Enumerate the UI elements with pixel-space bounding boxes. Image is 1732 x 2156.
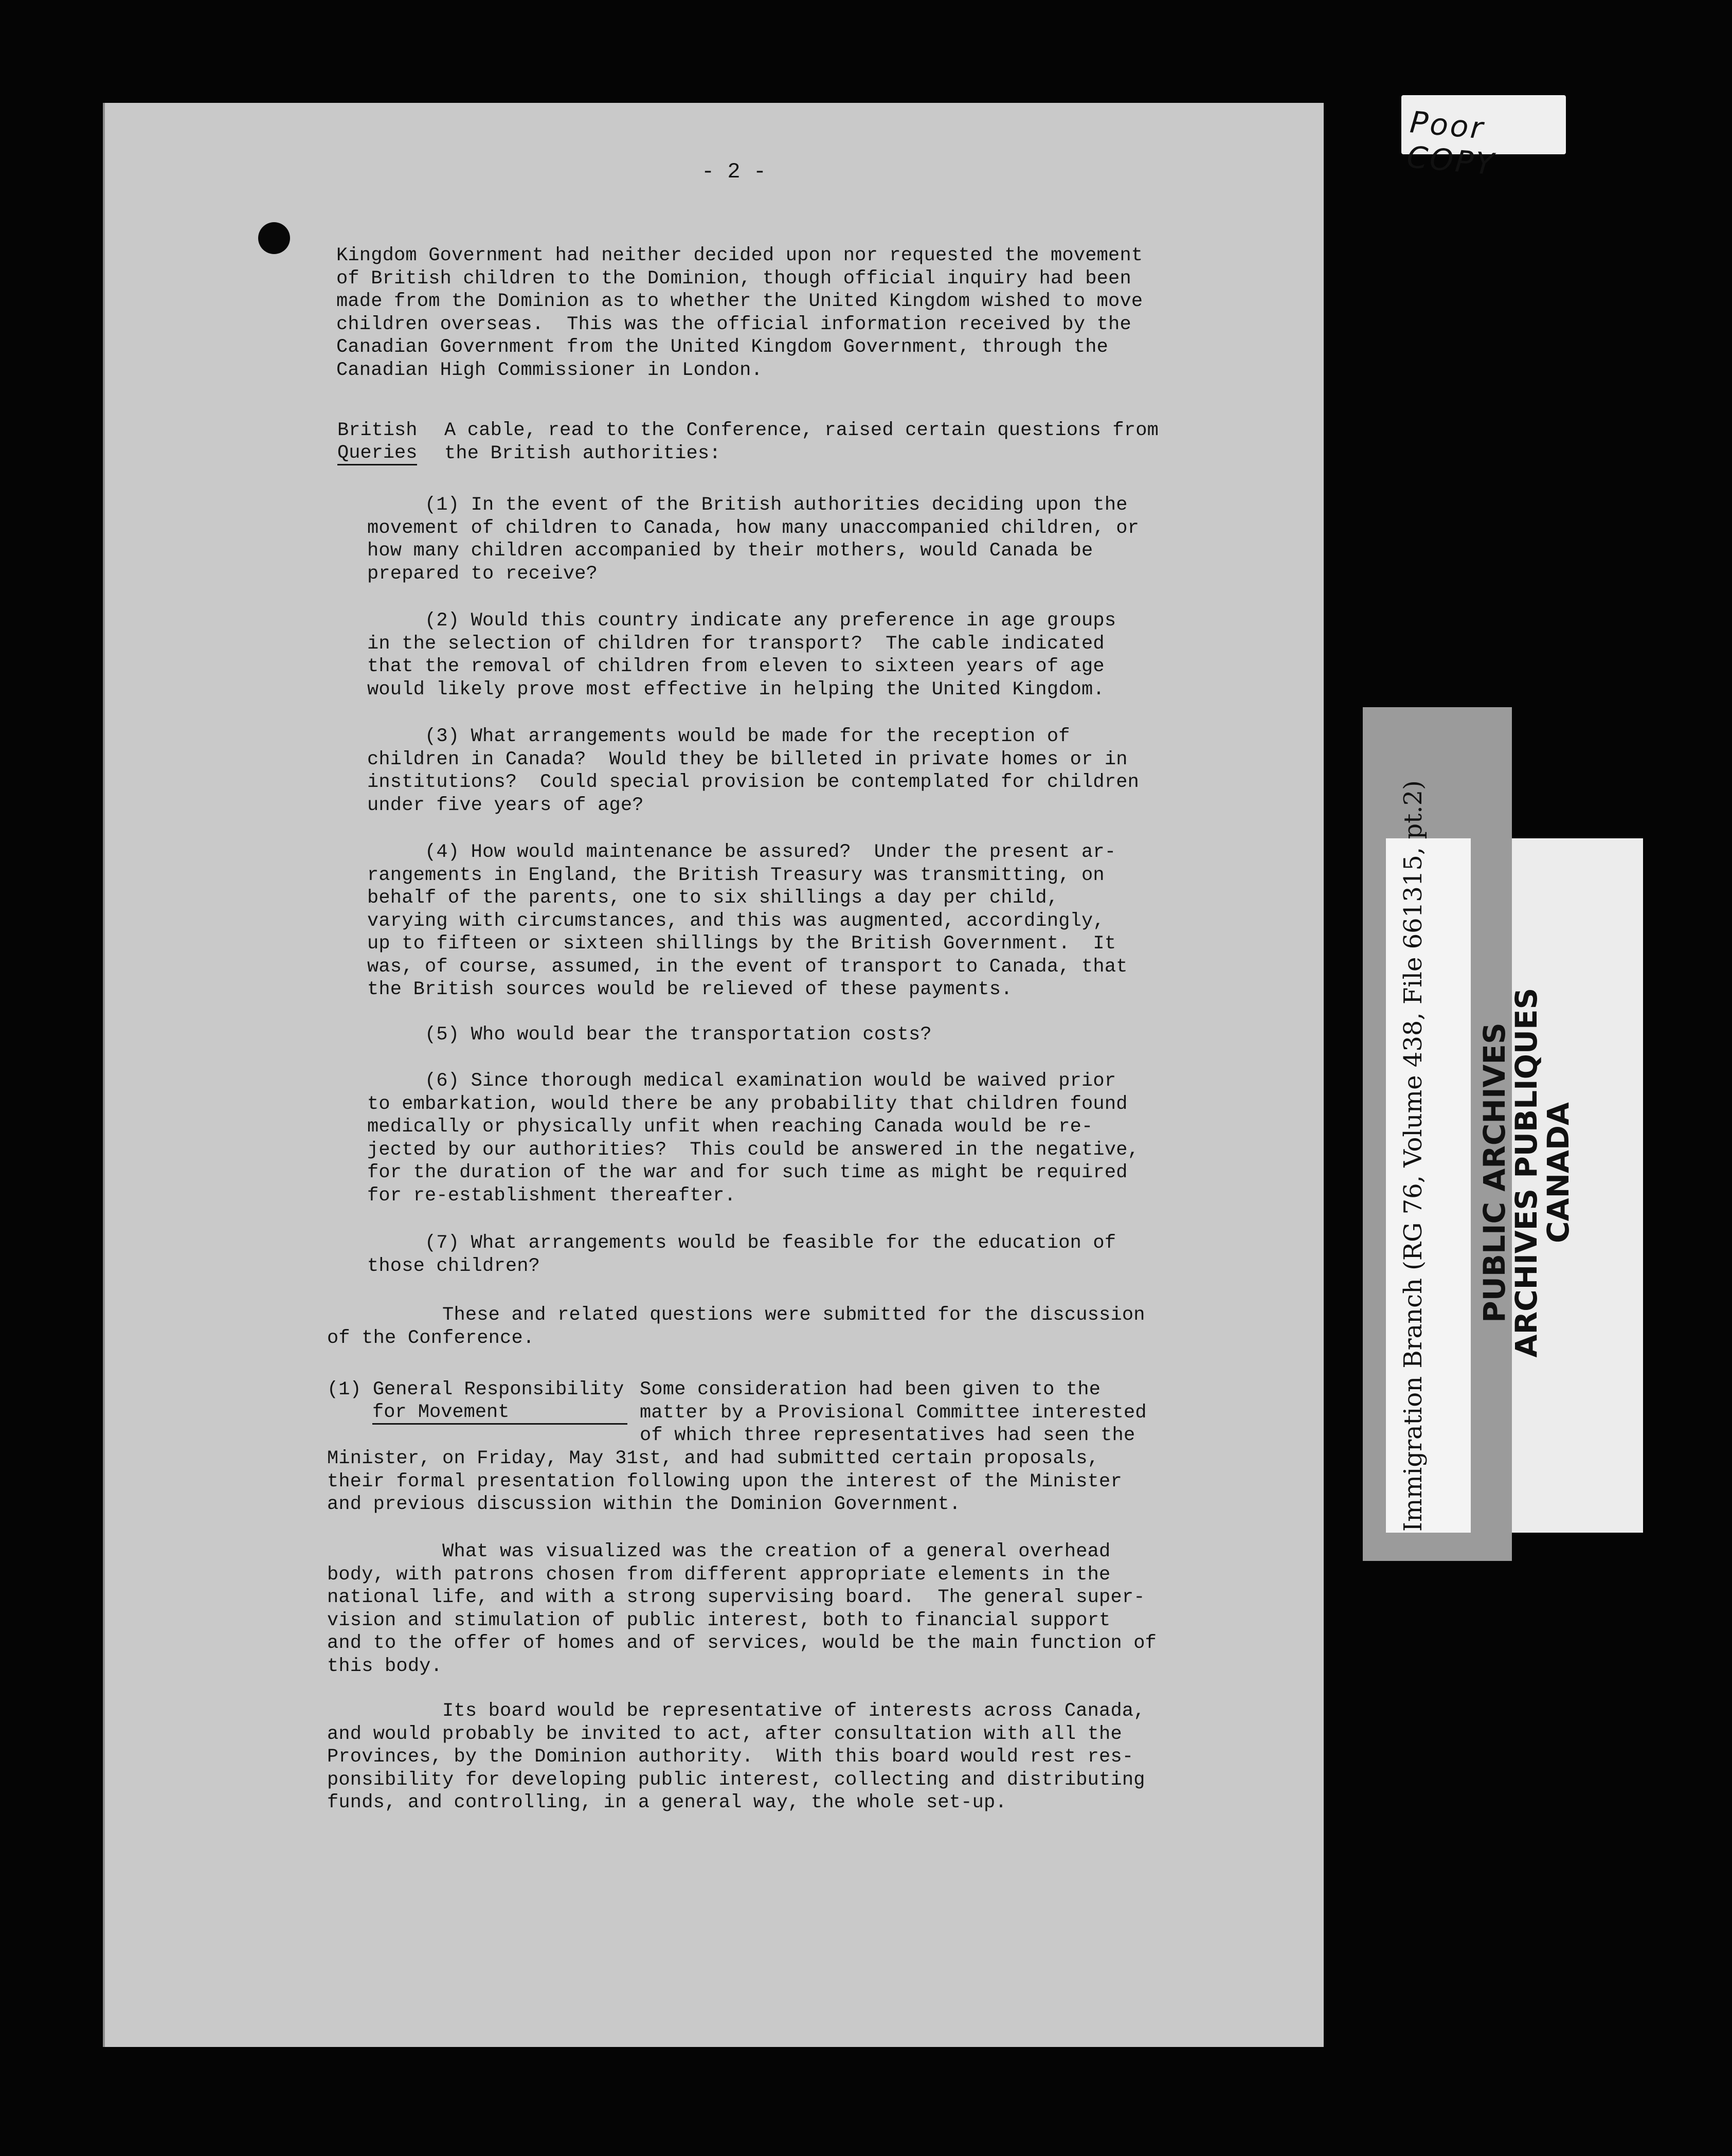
stamp-line-1: PUBLIC ARCHIVES	[1477, 1022, 1512, 1323]
visualized-paragraph: What was visualized was the creation of a general overhead body, with patrons chosen from different appropriate elements in the national life, and with a strong supervising board. The general super- vision and stimulation of public interest, both to financial support and to the offer of homes and of services, would be the main function of this body.	[327, 1541, 1157, 1677]
query-2: (2) Would this country indicate any preference in age groups in the selection of children for transport? The cable indicated that the removal of children from eleven to sixteen years of age would likely prove most effective in helping the United Kingdom.	[367, 610, 1116, 700]
query-7: (7) What arrangements would be feasible for the education of those children?	[367, 1232, 1116, 1277]
for-movement-heading: for Movement	[372, 1402, 627, 1425]
queries-side-heading-2: Queries	[337, 442, 417, 465]
general-responsibility-heading: (1) General Responsibility	[327, 1379, 624, 1400]
document-page	[103, 103, 1324, 2047]
submitted-paragraph: These and related questions were submitted for the discussion of the Conference.	[327, 1304, 1145, 1349]
poor-copy-label: Poor COPY	[1405, 104, 1497, 182]
stamp-line-3: CANADA	[1541, 1102, 1576, 1243]
general-responsibility-body: Some consideration had been given to the matter by a Provisional Committee interested of which three representatives had seen the	[640, 1379, 1147, 1446]
query-4: (4) How would maintenance be assured? Under the present ar- rangements in England, the British Treasury was transmitting, on behalf of the parents, one to six shillings a day per child, varying with circumstances, and this was augmented, accordingly, up to fifteen or sixteen shillings by the British Government. It was, of course, assumed, in the event of transport to Canada, that the British sources would be relieved of these payments.	[367, 841, 1128, 1000]
query-5: (5) Who would bear the transportation costs?	[367, 1024, 932, 1046]
archives-stamp	[1478, 987, 1574, 1358]
page-number: - 2 -	[701, 159, 767, 184]
punch-hole	[258, 222, 290, 254]
intro-paragraph: Kingdom Government had neither decided upon nor requested the movement of British children to the Dominion, though official inquiry had been made from the Dominion as to whether the United Kingdom wished to move children overseas. This was the official information received by the Canadian Government from the United Kingdom Government, through the Canadian High Commissioner in London.	[336, 245, 1143, 381]
query-1: (1) In the event of the British authorities deciding upon the movement of children to Canada, how many unaccompanied children, or how many children accompanied by their mothers, would Canada be prepared to receive?	[367, 494, 1140, 585]
queries-side-heading-1: British	[337, 420, 418, 441]
board-paragraph: Its board would be representative of interests across Canada, and would probably be invited to act, after consultation with all the Provinces, by the Dominion authority. With this board would rest res- ponsibility for developing public interest, collecting and distributing funds, and controlling, in a general way, the whole set-up.	[327, 1700, 1145, 1813]
stamp-line-2: ARCHIVES PUBLIQUES	[1509, 987, 1544, 1358]
query-3: (3) What arrangements would be made for the reception of children in Canada? Would they be billeted in private homes or in institutions? Could special provision be contemplated for children under five years of age?	[367, 726, 1140, 816]
general-responsibility-continued: Minister, on Friday, May 31st, and had submitted certain proposals, their formal presentation following upon the interest of the Minister and previous discussion within the Dominion Government.	[327, 1448, 1122, 1515]
query-6: (6) Since thorough medical examination would be waived prior to embarkation, would there be any probability that children found medically or physically unfit when reaching Canada would be re- jected by our authorities? This could be answered in the negative, for the duration of the war and for such time as might be required for re-establishment thereafter.	[367, 1070, 1140, 1207]
queries-intro: A cable, read to the Conference, raised certain questions from the British authorities:	[444, 420, 1159, 464]
poor-copy-sticker	[1401, 95, 1566, 182]
file-reference: Immigration Branch (RG 76, Volume 438, File 661315, pt.2)	[1399, 780, 1428, 1532]
